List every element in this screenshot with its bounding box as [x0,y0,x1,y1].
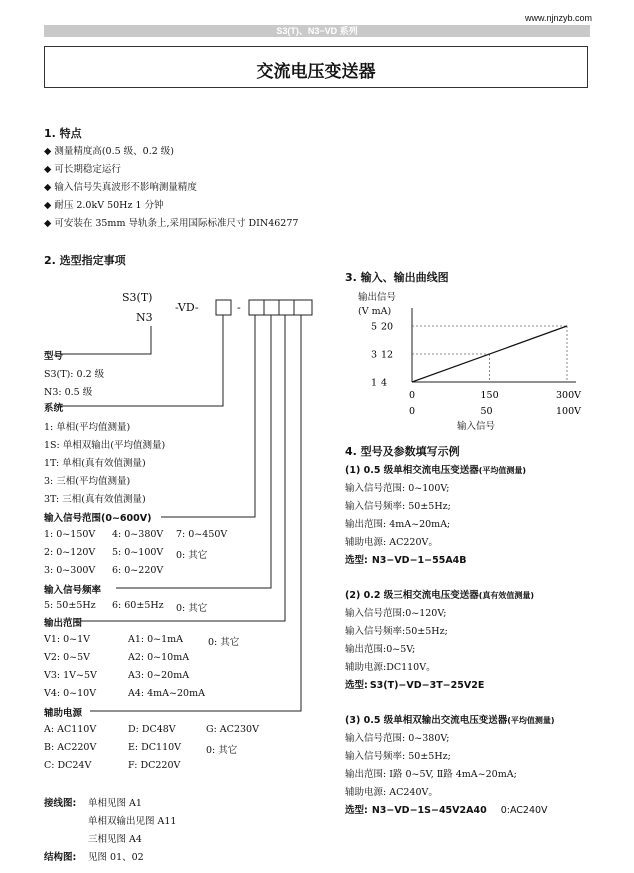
wiring-line: 三相见图 A4 [88,834,142,845]
aux-power-cell: C: DC24V [44,760,92,771]
input-freq-cell: 6: 60±5Hz [112,600,164,611]
curve-heading: 3. 输入、输出曲线图 [345,271,449,284]
x-tick-label: 100V [556,406,581,417]
system-label: 系统 [44,403,64,414]
page-title: 交流电压变送器 [256,62,376,82]
output-cell: A2: 0~10mA [128,652,190,663]
example-line: 输入信号范围: 0~380V; [345,733,450,744]
input-range-cell: 1: 0~150V [44,529,96,540]
structure-label: 结构图: [44,852,77,863]
x-tick-label: 300V [556,390,581,401]
curve-y-units: (V mA) [358,306,392,317]
system-line: 1S: 单相双输出(平均值测量) [44,440,166,451]
y-tick-label: 5 [371,321,378,333]
wiring-label: 接线图: [44,798,77,809]
wiring-line: 单相见图 A1 [88,798,142,809]
examples-heading: 4. 型号及参数填写示例 [345,445,460,458]
feature-item: ◆ 可长期稳定运行 [44,164,121,175]
feature-item: ◆ 耐压 2.0kV 50Hz 1 分钟 [44,200,164,211]
system-line: 3: 三相(平均值测量) [44,476,131,487]
aux-power-cell: D: DC48V [128,724,176,735]
example-line: 辅助电源: AC220V。 [345,537,438,548]
input-range-cell: 5: 0~100V [112,547,164,558]
output-cell: 0: 其它 [208,637,240,648]
y-tick-label: 4 [381,377,388,389]
input-freq-cell: 0: 其它 [176,603,208,614]
y-tick-label: 12 [381,349,394,361]
x-tick-label: 150 [480,390,499,401]
model-label: 型号 [44,351,64,362]
output-cell: A1: 0~1mA [128,634,184,645]
aux-power-cell: G: AC230V [206,724,259,735]
output-cell: A3: 0~20mA [128,670,190,681]
code-series-bottom: N3 [136,311,153,324]
x-tick-label: 0 [409,390,416,401]
example-line: 输入信号频率: 50±5Hz; [345,501,451,512]
series-line [412,326,567,382]
input-range-cell: 3: 0~300V [44,565,96,576]
y-tick-label: 3 [371,349,378,361]
example-line: 输入信号频率: 50±5Hz; [345,751,451,762]
input-range-cell: 0: 其它 [176,550,208,561]
example-title: (1) 0.5 级单相交流电压变送器(平均值测量) [345,465,527,476]
curve-y-title: 输出信号 [358,292,397,303]
example-line: 输出范围: Ⅰ路 0~5V, Ⅱ路 4mA~20mA; [345,769,517,780]
x-tick-label: 0 [409,406,416,417]
y-tick-label: 1 [371,377,378,389]
system-line: 1: 单相(平均值测量) [44,422,131,433]
y-tick-label: 20 [381,321,394,333]
features-heading: 1. 特点 [44,127,82,140]
input-range-cell: 7: 0~450V [176,529,228,540]
aux-power-cell: B: AC220V [44,742,97,753]
example-line: 输出范围:0~5V; [345,644,416,655]
output-cell: V1: 0~1V [44,634,91,645]
curve-x-title: 输入信号 [457,421,496,432]
input-range-cell: 4: 0~380V [112,529,164,540]
feature-item: ◆ 输入信号失真波形不影响测量精度 [44,182,197,193]
selection-heading: 2. 选型指定事项 [44,254,126,267]
example-line: 输出范围: 4mA~20mA; [345,519,451,530]
feature-item: ◆ 可安装在 35mm 导轨条上,采用国际标准尺寸 DIN46277 [44,218,299,229]
feature-item: ◆ 测量精度高(0.5 级、0.2 级) [44,146,174,157]
example-line: 输入信号范围: 0~100V; [345,483,450,494]
example-selection: 选型: N3−VD−1S−45V2A40 0:AC240V [345,805,548,816]
example-line: 输入信号频率:50±5Hz; [345,626,448,637]
input-range-cell: 2: 0~120V [44,547,96,558]
series-label: S3(T)、N3−VD 系列 [276,26,358,36]
output-label: 输出范围 [44,618,83,629]
code-series-top: S3(T) [122,291,153,304]
aux-power-cell: E: DC110V [128,742,182,753]
output-cell: V3: 1V~5V [44,670,97,681]
example-selection: 选型: N3−VD−1−55A4B [345,555,467,566]
input-range-cell: 6: 0~220V [112,565,164,576]
system-line: 3T: 三相(真有效值测量) [44,494,146,505]
wiring-line: 单相双输出见图 A11 [88,816,177,827]
model-line: S3(T): 0.2 级 [44,369,105,380]
output-cell: V2: 0~5V [44,652,91,663]
aux-power-cell: A: AC110V [44,724,97,735]
aux-power-cell: 0: 其它 [206,745,238,756]
input-range-label: 输入信号范围(0~600V) [44,513,152,524]
example-title: (3) 0.5 级单相双输出交流电压变送器(平均值测量) [345,715,555,726]
structure-value: 见图 01、02 [88,852,144,863]
input-freq-cell: 5: 50±5Hz [44,600,96,611]
x-tick-label: 50 [480,406,493,417]
input-freq-label: 输入信号频率 [44,585,102,596]
example-title: (2) 0.2 级三相交流电压变送器(真有效值测量) [345,590,535,601]
model-line: N3: 0.5 级 [44,387,93,398]
example-line: 辅助电源:DC110V。 [345,662,436,673]
example-selection: 选型: S3(T)−VD−3T−25V2E [345,680,485,691]
output-cell: A4: 4mA~20mA [128,688,205,699]
example-line: 辅助电源: AC240V。 [345,787,438,798]
code-vd: -VD- [175,301,199,314]
output-cell: V4: 0~10V [44,688,97,699]
example-line: 输入信号范围:0~120V; [345,608,447,619]
code-dash: - [237,301,241,314]
website-url: www.njnzyb.com [524,13,592,23]
aux-power-label: 辅助电源 [44,708,83,719]
system-line: 1T: 单相(真有效值测量) [44,458,146,469]
aux-power-cell: F: DC220V [128,760,181,771]
